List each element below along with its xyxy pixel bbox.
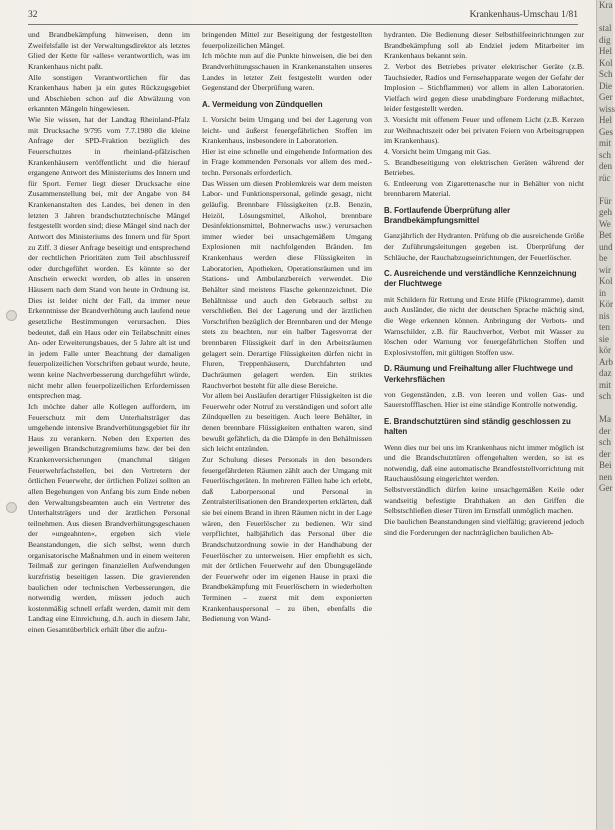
section-heading: C. Ausreichende und verständliche Kennzeichnung der Fluchtwege: [384, 269, 577, 289]
edge-fragment: Kra: [599, 0, 613, 10]
adjacent-page-text: [597, 0, 613, 506]
paragraph: hydranten. Die Bedienung dieser Selbsthilfeeinrichtungen zur Brandbekämpfung soll ab Endziel jedem Mitarbeiter im Krankenhaus bekannt sein.: [384, 30, 584, 61]
edge-fragment: Sch: [599, 69, 613, 79]
edge-fragment: be: [599, 253, 608, 263]
edge-fragment: Bet: [599, 230, 612, 240]
section-heading: D. Räumung und Freihaltung aller Fluchtwege und Verkehrsflächen: [384, 364, 573, 384]
edge-fragment: Ma: [599, 414, 611, 424]
section-heading: E. Brandschutztüren sind ständig geschlossen zu halten: [384, 417, 571, 437]
paragraph: und Brandbekämpfung hinweisen, denn im Zweifelsfalle ist der Verwaltungsdirektor als letztes Glied der Kette für »alles« verantwortlich, was im Krankenhaus nicht paßt.: [28, 30, 190, 71]
paragraph: Vor allem bei Ausläufen derartiger Flüssigkeiten ist die Feuerwehr oder Notruf zu verständigen und sofort alle Zündquellen zu beseitigen. Auch leere Behälter, in denen brennbare Flüssigkeiten enthalten waren, sind bewußt gefährlich, da die Dämpfe in den Behältnissen sich leicht entzünden.: [202, 391, 372, 454]
edge-fragment: Ger: [599, 483, 613, 493]
paragraph: Hier ist eine schnelle und eingehende Information des in Frage kommenden Personals vor allem des med.-techn. Personals erforderlich.: [202, 146, 372, 178]
binder-hole-mark: [6, 502, 17, 513]
edge-fragment: Hel: [599, 46, 612, 56]
list-item: 3. Vorsicht mit offenem Feuer und offenem Licht (z.B. Kerzen zur Weihnachtszeit oder bei privaten Feiern von Arbeitsgruppen im Krankenhaus).: [384, 115, 584, 146]
edge-fragment: rüc: [599, 172, 611, 183]
list-item: 6. Entleerung von Zigarettenasche nur in Behälter von nicht brennbarem Material.: [384, 178, 584, 199]
paragraph: Ich möchte daher alle Kollegen auffordern, im Feuerschutz mit dem Unterhaltsträger das umgehende intensive Brandverhütungsgebiet für ihr Haus zu verankern. Neben den Experten des jeweiligen Brandschutzgremiums bzw. der bei den Krankenversicherungen (manchmal tätigen Feuerwehrfachstellen, bei den Vertretern der örtlichen Feuerwehr, der örtlichen Polizei sollten an allen Begehungen von Anfang bis zum Ende neben den Verwaltungsbeamten auch ein Vertreter des Unterhaltsträgers und der ärztlichen Personal teilnehmen. Aus diesen Brandverhütungsgeschauen der »ungeahnten«, ergeben sich viele Beanstandungen, die sich selbst, wenn durch organisatorische Maßnahmen und in einem weiteren Teilmaß zur geringen finanziellen Aufwendungen kurzfristig beseitigen lassen. Die gravierenden baulichen oder technischen Verbesserungen, die notwendig werden, müssen jedoch auch kostenmäßig schnell erfaßt werden, damit mit dem Landtag eine Einreichung, d.h. auch in diesem Jahr, einen Gesamtüberblick erhält über die aufzu-: [28, 401, 190, 634]
paragraph: Das Wissen um diesen Problemkreis war dem meisten Labor- und Funktionspersonal, gelinde gesagt, nicht geläufig. Brennbare Flüssigkeiten (z.B. Benzin, Heizöl, Lösungsmittel, Alkohol, brennbare Desinfektionsmittel, Bohnerwachs usw.) verursachen immer wieder bei unsachgemäßem Umgang Explosionen mit nachfolgenden Bränden. Im Krankenhaus werden diese Flüssigkeiten in Laboratorien, Apotheken, Operationsräumen und im Stations- und Ambulanzbereich verwendet. Die Behälter sind meistens Flasche gekennzeichnet. Die Behältnisse und auch den Gebrauch selbst zu verschließen. Bei der Lagerung und der ärztlichen Vorschriften bezüglich der Brennbaren und der Menge stets zu beachten, nur ein halber Tagesvorrat der brennbaren Flüssigkeit darf in den Arbeitsräumen gelagert sein. Derartige Flüssigkeiten dürfen nicht in Fluren, Treppenhäusern, Durchfahrten und Dachräumen gelagert werden. Ein striktes Rauchverbot besteht für alle diese Bereiche.: [202, 178, 372, 390]
paragraph: von Gegenständen, z.B. von leeren und vollen Gas- und Sauerstoffflaschen. Hier ist eine ständige Kontrolle notwendig.: [384, 389, 584, 410]
running-title: Krankenhaus-Umschau 1/81: [469, 10, 578, 20]
edge-fragment: Die: [599, 80, 612, 91]
binder-hole-mark: [6, 310, 17, 321]
paragraph: Die baulichen Beanstandungen sind vielfältig; gravierend jedoch sind die Forderungen der nachträglichen baulichen Ab-: [384, 516, 584, 537]
edge-fragment: sch: [599, 437, 611, 447]
edge-fragment: Kol: [599, 57, 613, 68]
edge-fragment: Ges: [599, 126, 613, 137]
edge-fragment: Kör: [599, 299, 613, 309]
edge-fragment: [599, 495, 613, 507]
column-2: [202, 30, 372, 625]
column-3: [384, 30, 584, 538]
paragraph: Alle sonstigen Verantwortlichen für das Krankenhaus haben ja ein gutes Rückzugsgebiet und Abschieben schon auf die Abwälzung von erkannten Mängeln hingewiesen.: [28, 72, 190, 114]
paragraph: Ganzjährlich der Hydranten. Prüfung ob die ausreichende Größe der Zuführungsleitungen gegeben ist. Überprüfung der Schläuche, der Rauchabzugseinrichtungen, der Feuerlöscher.: [384, 231, 584, 262]
edge-fragment: nen: [599, 471, 612, 482]
adjacent-page-edge: [596, 0, 613, 830]
edge-fragment: ten: [599, 322, 610, 332]
list-item: 5. Brandbeseitigung von elektrischen Geräten während der Betriebes.: [384, 157, 584, 178]
list-item: 2. Verbot des Betriebes privater elektrischer Geräte (z.B. Tauchsieder, Radios und Fernsehapparate wegen der Gefahr der Implosion – Stichflammen) vor allem in allen Laboratorien. Vielfach wird gegen diese unabdingbare Forderung mißachtet, leider festgestellt werden.: [384, 61, 584, 114]
edge-fragment: kör: [599, 345, 611, 355]
edge-fragment: Für: [599, 195, 612, 206]
edge-fragment: stal: [599, 23, 612, 33]
edge-fragment: den: [599, 161, 612, 171]
edge-fragment: der: [599, 448, 611, 459]
edge-fragment: Kol: [599, 276, 613, 286]
edge-fragment: Ger: [599, 92, 613, 102]
edge-fragment: Bei: [599, 460, 612, 470]
section-heading: A. Vermeidung von Zündquellen: [202, 99, 323, 109]
edge-fragment: sie: [599, 333, 609, 344]
edge-fragment: geh: [599, 207, 612, 217]
paragraph: Wenn dies nur bei uns im Krankenhaus nicht immer möglich ist und die Brandschutztüren offengehalten werden, so ist es notwendig, daß eine automatische Brandfeststellvorrichtung mit Rauchauslösung eingerichtet werden.: [384, 442, 584, 484]
paragraph: bringenden Mittel zur Beseitigung der festgestellten feuerpolizeilichen Mängel.: [202, 30, 372, 50]
edge-fragment: mit: [599, 138, 612, 148]
edge-fragment: wir: [599, 264, 611, 275]
paragraph: Selbstverständlich dürfen keine unsachgemäßen Keile oder wandseitig befestigte Drahthaken an den Griffen die Selbstschließen dieser Türen im Ernstfall unmöglich machen.: [384, 485, 584, 516]
edge-fragment: We: [599, 218, 611, 229]
edge-fragment: und: [599, 241, 613, 252]
paragraph: Ich möchte nun auf die Punkte hinweisen, die bei den Brandverhütungsschauen in Krankenanstalten unseres Landes in letzter Zeit festgestellt wurden oder Gegenstand der Überprüfung waren.: [202, 51, 372, 93]
edge-fragment: [599, 184, 613, 196]
edge-fragment: daz: [599, 368, 612, 378]
page-number: 32: [28, 10, 38, 20]
edge-fragment: [599, 12, 613, 24]
edge-fragment: der: [599, 425, 611, 436]
edge-fragment: sch: [599, 391, 611, 401]
list-item: 4. Vorsicht beim Umgang mit Gas.: [384, 146, 491, 156]
paragraph: mit Schildern für Rettung und Erste Hilfe (Piktogramme), damit auch Ausländer, die nicht der deutschen Sprache mächtig sind, die Wege erkennen können. Anbringung der Verbots- und Warnschilder, z.B. für Rauchverbot, Verbot mit Wasser zu löschen oder Warnung vor feuergefährlichen Stoffen und Explosivstoffen, mit gültigen Stoffen usw.: [384, 294, 584, 357]
edge-fragment: Arb: [599, 356, 613, 367]
edge-fragment: dig: [599, 34, 611, 45]
edge-fragment: nis: [599, 310, 610, 321]
edge-fragment: Hel: [599, 115, 612, 125]
edge-fragment: [599, 403, 613, 415]
edge-fragment: mit: [599, 379, 612, 390]
edge-fragment: wiss: [599, 103, 615, 114]
edge-fragment: in: [599, 287, 607, 298]
paragraph: 1. Vorsicht beim Umgang und bei der Lagerung von leicht- und äußerst feuergefährlichen Stoffen im Krankenhaus, insbesondere in Laboratorien.: [202, 114, 372, 146]
section-heading: B. Fortlaufende Überprüfung aller Brandbekämpfungsmittel: [384, 206, 511, 226]
paragraph: Zur Schulung dieses Personals in den besonders feuergefährdeten Räumen zählt auch der Umgang mit Feuerlöschgeräten. In mehreren Fällen habe ich erlebt, daß Laborpersonal und Personal in Zentralsterilisationen den Brandexperten erklärten, daß sie bei einem Brand in ihren Räumen nicht in der Lage wären, den Feuerlöscher zu bedienen. Wir sind verpflichtet, halbjährlich das Personal über die Brandschutzordnung sowie in der Handhabung der Feuerlöscher zu unterweisen. Hier empfiehlt es sich, mit der örtlichen Feuerwehr auf den Übungsgelände der Feuerwehr oder im eigenen Hause in praxi die Brandbekämpfung mit Feuerlöschern in wiederholten Terminen – zuerst mit dem exponierten Krankenhauspersonal – zu üben, ebenfalls die Bedienung von Wand-: [202, 454, 372, 624]
edge-fragment: sch: [599, 149, 611, 160]
column-1: [28, 30, 190, 636]
page-header: [28, 10, 578, 25]
paragraph: Wie Sie wissen, hat der Landtag Rheinland-Pfalz mit Drucksache 9/795 vom 7.7.1980 die kleine Anfrage der SPD-Fraktion bezüglich des Feuerschutzes in rheinland-pfälzischen Krankenhäusern veröffentlicht und die hierauf ergangene Antwort des Ministeriums des Innern und für Sport. Ferner liegt dieser Drucksache eine Zusammenstellung bei, mit der Angabe von 84 Krankenanstalten des Landes, bei denen in den letzten 3 Jahren brandschutztechnische Mängel festgestellt worden sind; diese Mängel sind nach der Antwort des Ministeriums des Innern und für Sport zu Ziff. 3 dieser Anfrage beseitigt und entsprechend der rechtlichen Prioritäten zum Teil abschlussreif oder durchgeführt worden. Es könnte so der Anschein erweckt werden, ob alles in unseren Häusern nach dem Stand von heute in Ordnung ist. Dies ist leider nicht der Fall, da immer neue Erkenntnisse der Brandverhütung auch laufend neue gesetzliche Bestimmungen verursachen. Dies bedeutet, daß ein Haus oder ein Teilabschnitt eines An- oder Erweiterungsbaues, der 5 Jahre alt ist und in jedem Falle unter Beachtung der damaligen feuerpolizeilichen Vorschriften gebaut wurde, heute, wenn keine Nachverbesserung durchgeführt würde, nicht mehr allen feuerpolizeilichen Erfordernissen entsprechen mag.: [28, 115, 190, 401]
